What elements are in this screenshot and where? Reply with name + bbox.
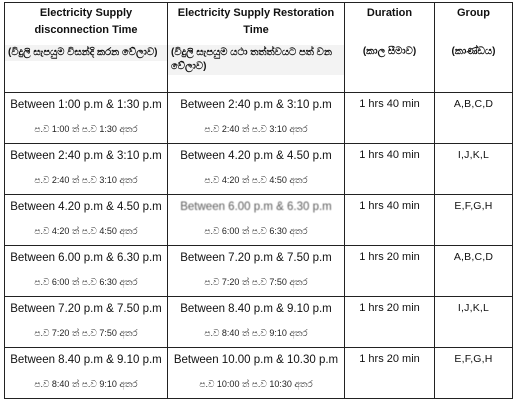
group-value: I,J,K,L: [457, 149, 490, 161]
disconnection-time-si: ප.ව 7:20 ත් ප.ව 7:50 අතර: [34, 328, 138, 338]
header-duration: [345, 3, 435, 93]
power-cut-schedule: [4, 2, 512, 402]
restoration-time-si: ප.ව 2:40 ත් ප.ව 3:10 අතර: [204, 124, 308, 134]
duration-cell: [345, 246, 435, 297]
duration-value: 1 hrs 40 min: [359, 149, 420, 161]
group-value: E,F,G,H: [454, 200, 493, 212]
disconnection-cell: [5, 195, 168, 246]
header-duration-en: Duration: [366, 7, 413, 19]
restoration-time-en: Between 4.20 p.m & 4.50 p.m: [180, 150, 332, 162]
duration-cell: [345, 93, 435, 144]
header-disconnection-en: Electricity Supply disconnection Time: [34, 7, 138, 36]
restoration-cell: [168, 93, 345, 144]
disconnection-time-si: ප.ව 4:20 ත් ප.ව 4:50 අතර: [34, 226, 138, 236]
table-row: [5, 144, 513, 195]
header-restoration-en: Electricity Supply Restoration Time: [177, 7, 335, 36]
disconnection-time-en: Between 2:40 p.m & 3:10 p.m: [10, 150, 162, 162]
table-row: [5, 297, 513, 348]
disconnection-cell: [5, 246, 168, 297]
header-duration-si: (කාල සීමාව): [362, 46, 417, 57]
disconnection-cell: [5, 297, 168, 348]
group-cell: [435, 246, 513, 297]
table-row: [5, 246, 513, 297]
group-cell: [435, 297, 513, 348]
disconnection-time-si: ප.ව 2:40 ත් ප.ව 3:10 අතර: [34, 175, 138, 185]
restoration-time-si: ප.ව 7:20 ත් ප.ව 7:50 අතර: [204, 277, 308, 287]
restoration-time-si: ප.ව 4:20 ත් ප.ව 4:50 අතර: [204, 175, 308, 185]
duration-cell: [345, 195, 435, 246]
restoration-time-en: Between 7.20 p.m & 7.50 p.m: [180, 252, 332, 264]
restoration-time-si: ප.ව 10:00 ත් ප.ව 10:30 අතර: [199, 379, 313, 389]
duration-value: 1 hrs 20 min: [359, 251, 420, 263]
group-cell: [435, 93, 513, 144]
duration-cell: [345, 348, 435, 399]
disconnection-time-en: Between 8.40 p.m & 9.10 p.m: [10, 354, 162, 366]
disconnection-time-en: Between 6.00 p.m & 6.30 p.m: [10, 252, 162, 264]
restoration-cell: [168, 246, 345, 297]
duration-value: 1 hrs 20 min: [359, 353, 420, 365]
disconnection-cell: [5, 93, 168, 144]
table-row: [5, 93, 513, 144]
header-group-si: (කාණ්ඩය): [451, 46, 496, 57]
group-value: I,J,K,L: [457, 302, 490, 314]
header-disconnection: [5, 3, 168, 93]
disconnection-time-si: ප.ව 6:00 ත් ප.ව 6:30 අතර: [34, 277, 138, 287]
disconnection-time-en: Between 7.20 p.m & 7.50 p.m: [10, 303, 162, 315]
header-restoration-si: (විදුලි සැපයුම යථා තත්ත්වයට පත් වන වේලාව): [168, 45, 344, 75]
duration-cell: [345, 297, 435, 348]
disconnection-time-en: Between 4.20 p.m & 4.50 p.m: [10, 201, 162, 213]
group-value: E,F,G,H: [454, 353, 493, 365]
restoration-cell: [168, 195, 345, 246]
header-group: [435, 3, 513, 93]
disconnection-cell: [5, 144, 168, 195]
disconnection-time-en: Between 1:00 p.m & 1:30 p.m: [10, 99, 162, 111]
header-group-en: Group: [457, 7, 490, 19]
disconnection-cell: [5, 348, 168, 399]
disconnection-time-si: ප.ව 8:40 ත් ප.ව 9:10 අතර: [34, 379, 138, 389]
restoration-cell: [168, 297, 345, 348]
group-value: A,B,C,D: [453, 251, 494, 263]
restoration-time-en: Between 2:40 p.m & 3:10 p.m: [180, 99, 332, 111]
schedule-table: [4, 2, 513, 399]
restoration-cell: [168, 144, 345, 195]
table-row: [5, 348, 513, 399]
duration-value: 1 hrs 20 min: [359, 302, 420, 314]
restoration-cell: [168, 348, 345, 399]
restoration-time-en: Between 8.40 p.m & 9.10 p.m: [180, 303, 332, 315]
disconnection-time-si: ප.ව 1:00 ත් ප.ව 1:30 අතර: [34, 124, 138, 134]
restoration-time-si: ප.ව 8:40 ත් ප.ව 9:10 අතර: [204, 328, 308, 338]
table-row: [5, 195, 513, 246]
group-cell: [435, 144, 513, 195]
restoration-time-en: Between 6.00 p.m & 6.30 p.m: [180, 201, 332, 213]
duration-value: 1 hrs 40 min: [359, 98, 420, 110]
header-disconnection-si: (විදුලි සැපයුම විසන්දි කරන වේලාව): [5, 45, 167, 61]
duration-value: 1 hrs 40 min: [359, 200, 420, 212]
header-row: [5, 3, 513, 93]
group-value: A,B,C,D: [453, 98, 494, 110]
header-restoration: [168, 3, 345, 93]
restoration-time-en: Between 10.00 p.m & 10.30 p.m: [173, 354, 339, 366]
duration-cell: [345, 144, 435, 195]
group-cell: [435, 348, 513, 399]
group-cell: [435, 195, 513, 246]
restoration-time-si: ප.ව 6:00 ත් ප.ව 6:30 අතර: [204, 226, 308, 236]
